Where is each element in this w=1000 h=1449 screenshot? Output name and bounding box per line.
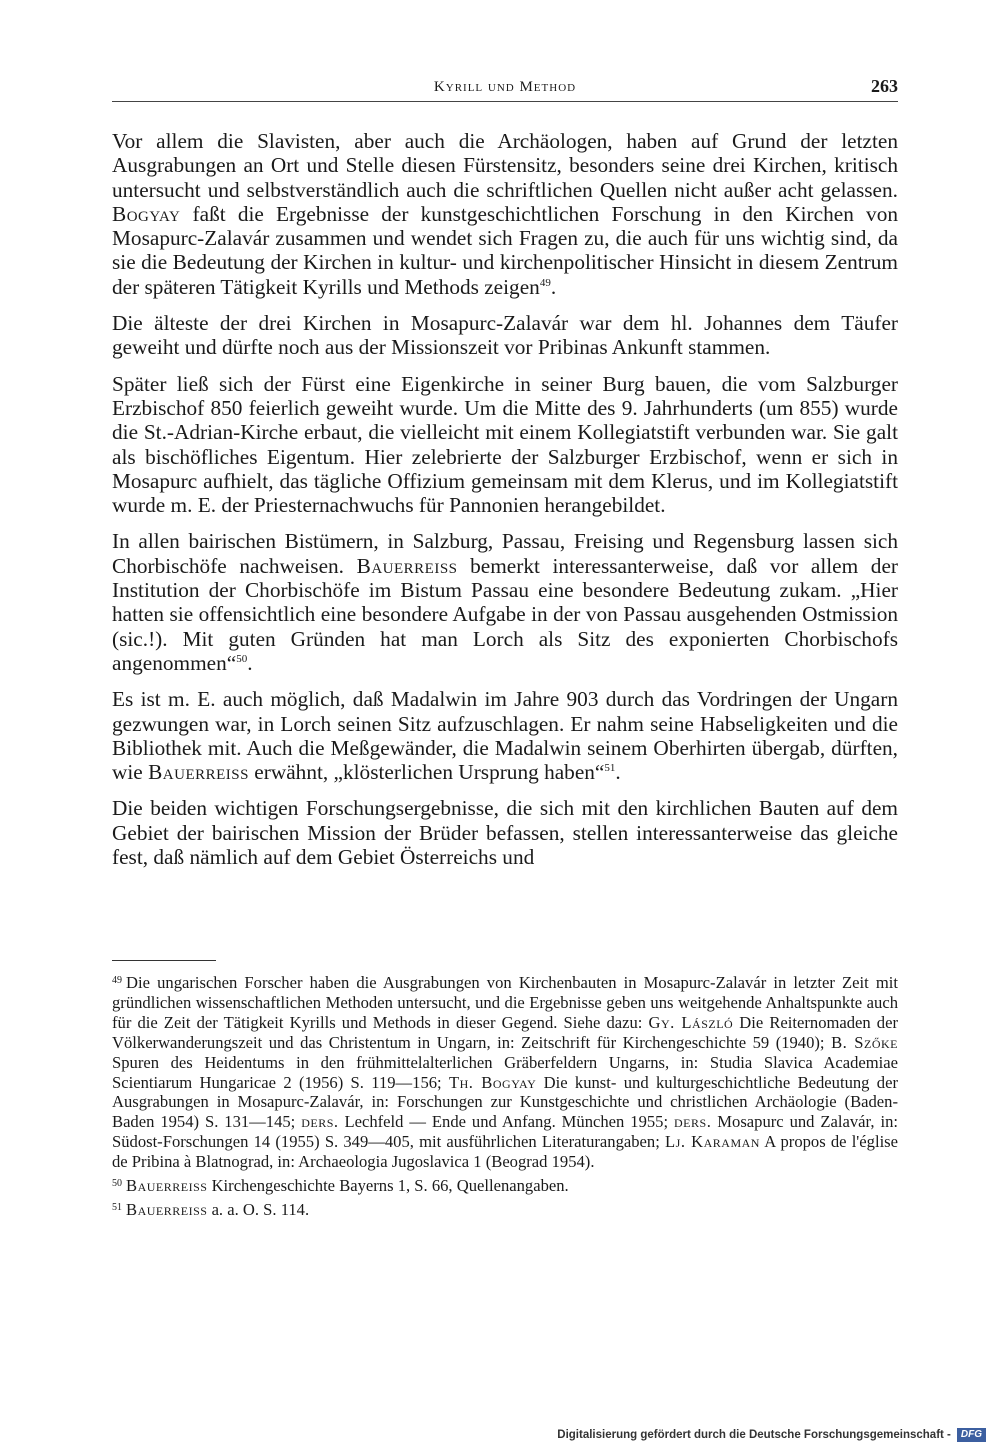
- paragraph-5: Es ist m. E. auch möglich, daß Madalwin im Jahre 903 durch das Vordringen der Ungarn gezwungen war, in Lorch seinen Sitz aufzuschlagen. Er nahm seine Habseligkeiten und die Bibliothek mit. Auch die Meßgewänder, die Madalwin seinem Oberhirten übergab, dürften, wie Bauerreiss erwähnt, „klösterlichen Ursprung haben“$^{51}$.: [112, 687, 898, 785]
- author-name: Th. Bogyay: [449, 1072, 537, 1092]
- author-name: Bauerreiss: [356, 553, 458, 578]
- running-title: Kyrill und Method: [433, 79, 577, 95]
- main-text: [112, 129, 898, 881]
- footnote-number: 51: [112, 1201, 122, 1213]
- credit-text: Digitalisierung gefördert durch die Deutsche Forschungsgemeinschaft -: [557, 1429, 951, 1441]
- footnote-rule: [112, 960, 216, 961]
- dfg-logo-icon: DFG: [957, 1428, 986, 1442]
- author-name: Bauerreiss: [126, 1199, 208, 1219]
- author-name: ders.: [674, 1112, 712, 1132]
- paragraph-4: In allen bairischen Bistümern, in Salzburg, Passau, Freising und Regensburg lassen sich Chorbischöfe nachweisen. Bauerreiss bemerkt interessanterweise, daß vor allem der Institution der Chorbischöfe im Bistum Passau eine besondere Bedeutung zukam. „Hier hatten sie offensichtlich eine besondere Aufgabe in der von Passau ausgehenden Ostmission (sic.!). Mit guten Gründen hat man Lorch als Sitz des exponierten Chorbischofs angenommen“$^{50}$.: [112, 529, 898, 675]
- footnote-ref-49[interactable]: 49: [539, 276, 551, 289]
- author-name: B. Szőke: [831, 1032, 899, 1052]
- footnote-49: $^{49}$ Die ungarischen Forscher haben die Ausgrabungen von Kirchenbauten in Mosapurc-Zalavár in letzter Zeit mit gründlichen wissenschaftlichen Methoden untersucht, und die Ergebnisse geben uns weitgehende Anhaltspunkte auch für die Zeit der Tätigkeit Kyrills und Methods in dieser Gegend. Siehe dazu: Gy. László Die Reiternomaden der Völkerwanderungszeit und das Christentum in Ungarn, in: Zeitschrift für Kirchengeschichte 59 (1940); B. Szőke Spuren des Heidentums in den frühmittelalterlichen Gräberfeldern Ungarns, in: Studia Slavica Academiae Scientiarum Hungaricae 2 (1956) S. 119—156; Th. Bogyay Die kunst- und kulturgeschichtliche Bedeutung der Ausgrabungen in Mosapurc-Zalavár, in: Forschungen zur Kunstgeschichte und christlichen Archäologie (Baden-Baden 1954) S. 131—145; ders. Lechfeld — Ende und Anfang. München 1955; ders. Mosapurc und Zalavár, in: Südost-Forschungen 14 (1955) S. 349—405, mit ausführlichen Literaturangaben; Lj. Karaman A propos de l'église de Pribina à Blatnograd, in: Archaeologia Jugoslavica 1 (Beograd 1954).: [112, 973, 899, 1172]
- footnotes: [112, 973, 898, 1224]
- paragraph-1: Vor allem die Slavisten, aber auch die Archäologen, haben auf Grund der letzten Ausgrabungen an Ort und Stelle diesen Fürstensitz, besonders seine drei Kirchen, kritisch untersucht und selbstverständlich auch die schriftlichen Quellen nicht außer acht gelassen. Bogyay faßt die Ergebnisse der kunstgeschichtlichen Forschung in den Kirchen von Mosapurc-Zalavár zusammen und wendet sich Fragen zu, die auch für uns wichtig sind, da sie die Bedeutung der Kirchen in kultur- und kirchenpolitischer Hinsicht in diesem Zentrum der späteren Tätigkeit Kyrills und Methods zeigen$^{49}$.: [112, 129, 898, 299]
- digitization-credit: [557, 1427, 986, 1443]
- running-head: [112, 76, 898, 102]
- footnote-number: 49: [112, 975, 122, 986]
- author-name: Lj. Karaman: [665, 1132, 760, 1152]
- author-name: Bogyay: [112, 201, 181, 226]
- footnote-ref-51[interactable]: 51: [604, 762, 616, 775]
- footnote-50: $^{50}$ Bauerreiss Kirchengeschichte Bayerns 1, S. 66, Quellenangaben.: [112, 1176, 569, 1196]
- footnote-number: 50: [112, 1178, 122, 1190]
- paragraph-6: Die beiden wichtigen Forschungsergebnisse, die sich mit den kirchlichen Bauten auf dem Gebiet der bairischen Mission der Brüder befassen, stellen interessanterweise das gleiche fest, daß nämlich auf dem Gebiet Österreichs und: [112, 796, 898, 870]
- paragraph-3: Später ließ sich der Fürst eine Eigenkirche in seiner Burg bauen, die vom Salzburger Erzbischof 850 feierlich geweiht wurde. Um die Mitte des 9. Jahrhunderts (um 855) wurde die St.-Adrian-Kirche erbaut, die vielleicht mit einem Kollegiatstift verbunden war. Sie galt als bischöfliches Eigentum. Hier zelebrierte der Salzburger Erzbischof, wenn er sich in Mosapurc aufhielt, das tägliche Offizium gemeinsam mit dem Klerus, und im Kollegiatstift wurde m. E. der Priesternachwuchs für Pannonien herangebildet.: [112, 371, 898, 518]
- footnote-ref-50[interactable]: 50: [236, 652, 248, 665]
- header-rule: [112, 101, 898, 102]
- author-name: ders.: [301, 1112, 339, 1132]
- paragraph-2: Die älteste der drei Kirchen in Mosapurc-Zalavár war dem hl. Johannes dem Täufer geweiht und dürfte noch aus der Missionszeit vor Pribinas Ankunft stammen.: [112, 311, 898, 360]
- page-number: 263: [871, 76, 898, 96]
- footnote-51: $^{51}$ Bauerreiss a. a. O. S. 114.: [112, 1199, 310, 1219]
- author-name: Gy. László: [648, 1012, 734, 1032]
- author-name: Bauerreiss: [148, 760, 249, 785]
- author-name: Bauerreiss: [126, 1176, 208, 1196]
